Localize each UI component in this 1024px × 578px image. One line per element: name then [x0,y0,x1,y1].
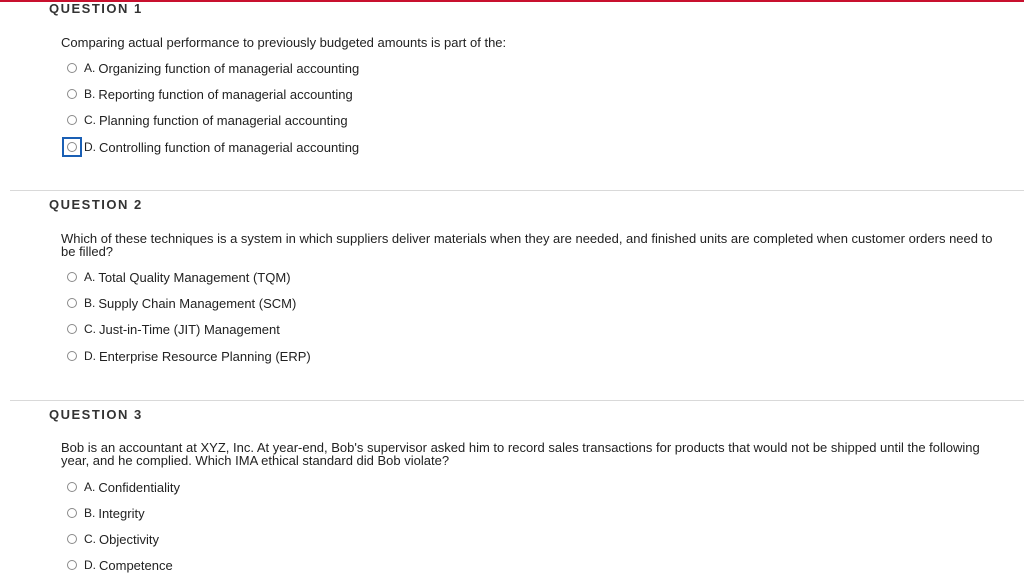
radio-icon [67,63,77,73]
q2-option-c-label: Just-in-Time (JIT) Management [99,321,280,337]
q1-option-b[interactable] [62,84,353,104]
q1-option-a-letter: A. [84,61,96,75]
q3-option-a-label: Confidentiality [98,479,180,495]
q1-option-c-label: Planning function of managerial accounting [99,112,348,128]
q2-option-b-radio[interactable] [62,293,82,313]
q1-option-a-radio[interactable] [62,58,82,78]
q1-option-a[interactable] [62,58,359,78]
q1-option-c[interactable] [62,110,348,130]
radio-icon [67,272,77,282]
q2-option-a[interactable] [62,267,291,287]
q3-option-a-radio[interactable] [62,477,82,497]
q3-option-c-letter: C. [84,532,96,546]
radio-icon [67,115,77,125]
radio-icon [67,508,77,518]
radio-icon [67,89,77,99]
q2-option-d-label: Enterprise Resource Planning (ERP) [99,348,311,364]
question-3-text: Bob is an accountant at XYZ, Inc. At year-end, Bob's supervisor asked him to record sales transactions for products that would not be shipped until the following year, and he complied. Which IMA ethical standard did Bob violate? [61,440,980,468]
q1-option-b-label: Reporting function of managerial accounting [98,86,353,102]
question-1-heading: QUESTION 1 [49,1,143,16]
q3-option-c[interactable] [62,529,159,549]
q2-option-b[interactable] [62,293,296,313]
q3-option-b-label: Integrity [98,505,145,521]
q2-option-a-letter: A. [84,270,96,284]
top-accent-bar [0,0,1024,2]
question-divider [10,400,1024,401]
q3-option-a-letter: A. [84,480,96,494]
radio-icon [67,482,77,492]
radio-icon [67,142,77,152]
q3-option-d-label: Competence [99,557,173,573]
q2-option-d[interactable] [62,346,311,366]
radio-icon [67,298,77,308]
q3-option-b[interactable] [62,503,145,523]
q3-option-d[interactable] [62,555,173,575]
q1-option-b-letter: B. [84,87,96,101]
q2-option-a-label: Total Quality Management (TQM) [98,269,291,285]
q1-option-c-letter: C. [84,113,96,127]
question-2-heading: QUESTION 2 [49,197,143,212]
question-1-text: Comparing actual performance to previously budgeted amounts is part of the: [61,35,507,50]
q3-option-a[interactable] [62,477,180,497]
q2-option-b-label: Supply Chain Management (SCM) [98,295,297,311]
question-divider [10,190,1024,191]
q3-option-c-label: Objectivity [99,531,159,547]
radio-icon [67,324,77,334]
q2-option-c[interactable] [62,319,280,339]
q2-option-a-radio[interactable] [62,267,82,287]
q1-option-d-label: Controlling function of managerial accounting [99,139,360,155]
radio-icon [67,534,77,544]
q2-option-d-radio[interactable] [62,346,82,366]
q1-option-a-label: Organizing function of managerial accounting [98,60,360,76]
q2-option-d-letter: D. [84,349,96,363]
q3-option-c-radio[interactable] [62,529,82,549]
q1-option-d[interactable] [62,137,359,157]
q1-option-d-radio[interactable] [62,137,82,157]
q2-option-b-letter: B. [84,296,96,310]
question-3-heading: QUESTION 3 [49,407,143,422]
q3-option-d-radio[interactable] [62,555,82,575]
q1-option-d-letter: D. [84,140,96,154]
q2-option-c-letter: C. [84,322,96,336]
radio-icon [67,351,77,361]
q1-option-b-radio[interactable] [62,84,82,104]
q2-option-c-radio[interactable] [62,319,82,339]
question-2-text: Which of these techniques is a system in which suppliers deliver materials when they are needed, and finished units are completed when customer orders need to be filled? [61,231,993,259]
q3-option-d-letter: D. [84,558,96,572]
q3-option-b-letter: B. [84,506,96,520]
q1-option-c-radio[interactable] [62,110,82,130]
q3-option-b-radio[interactable] [62,503,82,523]
radio-icon [67,560,77,570]
